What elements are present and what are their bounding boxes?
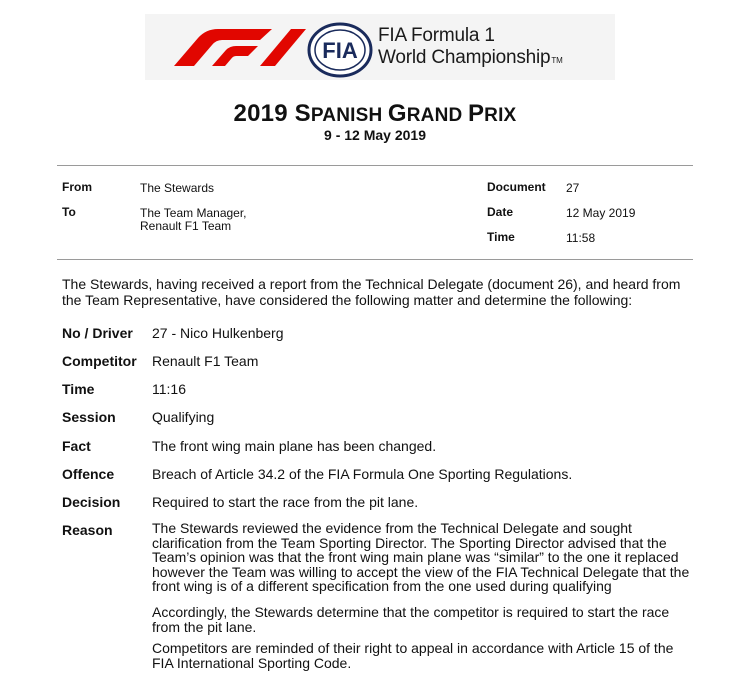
session-value: Qualifying [152, 409, 215, 425]
reason-line: The Stewards reviewed the evidence from the Technical Delegate and sought [152, 520, 632, 536]
fact-value: The front wing main plane has been changed. [152, 438, 437, 454]
incident-time-label: Time [62, 381, 95, 397]
document-label: Document [487, 180, 546, 194]
document-value: 27 [566, 181, 580, 195]
date-value: 12 May 2019 [566, 206, 636, 220]
divider-top [57, 165, 693, 166]
competitor-label: Competitor [62, 353, 137, 369]
to-label: To [62, 205, 76, 219]
from-value: The Stewards [140, 181, 215, 195]
decision-value: Required to start the race from the pit lane. [152, 494, 419, 510]
reason-line: however the Team was willing to accept the view of the FIA Technical Delegate that the [152, 563, 690, 580]
event-title: 2019 SPANISH GRAND PRIX [233, 100, 517, 127]
fact-label: Fact [62, 438, 91, 454]
driver-label: No / Driver [62, 325, 133, 341]
reason-line: front wing is of a different specification from the one used during qualifying [152, 578, 612, 595]
session-label: Session [62, 409, 116, 425]
competitor-value: Renault F1 Team [152, 353, 259, 369]
offence-value: Breach of Article 34.2 of the FIA Formula One Sporting Regulations. [152, 466, 573, 482]
reason-line: FIA International Sporting Code. [152, 654, 352, 671]
decision-label: Decision [62, 494, 121, 510]
to-value-line1: The Team Manager, [140, 206, 247, 220]
time-value: 11:58 [566, 231, 596, 245]
to-value-line2: Renault F1 Team [140, 219, 232, 233]
fia-seal-icon [307, 22, 373, 78]
trademark-mark: TM [551, 56, 563, 65]
reason-paragraph-2 [152, 605, 712, 634]
reason-line: Competitors are reminded of their right to appeal in accordance with Article 15 of the [152, 640, 674, 656]
offence-label: Offence [62, 466, 115, 482]
reason-line: Accordingly, the Stewards determine that the competitor is required to start the race [152, 604, 670, 620]
from-label: From [62, 180, 92, 194]
reason-label: Reason [62, 522, 113, 538]
brand-name: FIA Formula 1 [378, 25, 495, 46]
reason-line: from the pit lane. [152, 618, 257, 635]
reason-line: Team’s opinion was that the front wing main plane was “similar” to the one it replaced [152, 549, 679, 566]
intro-line-2: the Team Representative, have considered the following matter and determine the following: [62, 292, 633, 308]
divider-bottom [57, 259, 693, 260]
time-label: Time [487, 230, 515, 244]
event-dates: 9 - 12 May 2019 [324, 127, 426, 143]
f1-logo-icon [160, 26, 310, 68]
intro-line-1: The Stewards, having received a report from the Technical Delegate (document 26), and heard from [62, 276, 681, 292]
incident-time-value: 11:16 [152, 381, 186, 397]
brand-subtitle: World ChampionshipTM [378, 47, 563, 68]
driver-value: 27 - Nico Hulkenberg [152, 325, 284, 341]
date-label: Date [487, 205, 514, 219]
reason-line: clarification from the Team Sporting Director. The Sporting Director advised that the [152, 534, 667, 551]
reason-paragraph-3 [152, 641, 712, 670]
reason-paragraph-1 [152, 521, 712, 594]
svg-text:FIA: FIA [322, 38, 358, 63]
